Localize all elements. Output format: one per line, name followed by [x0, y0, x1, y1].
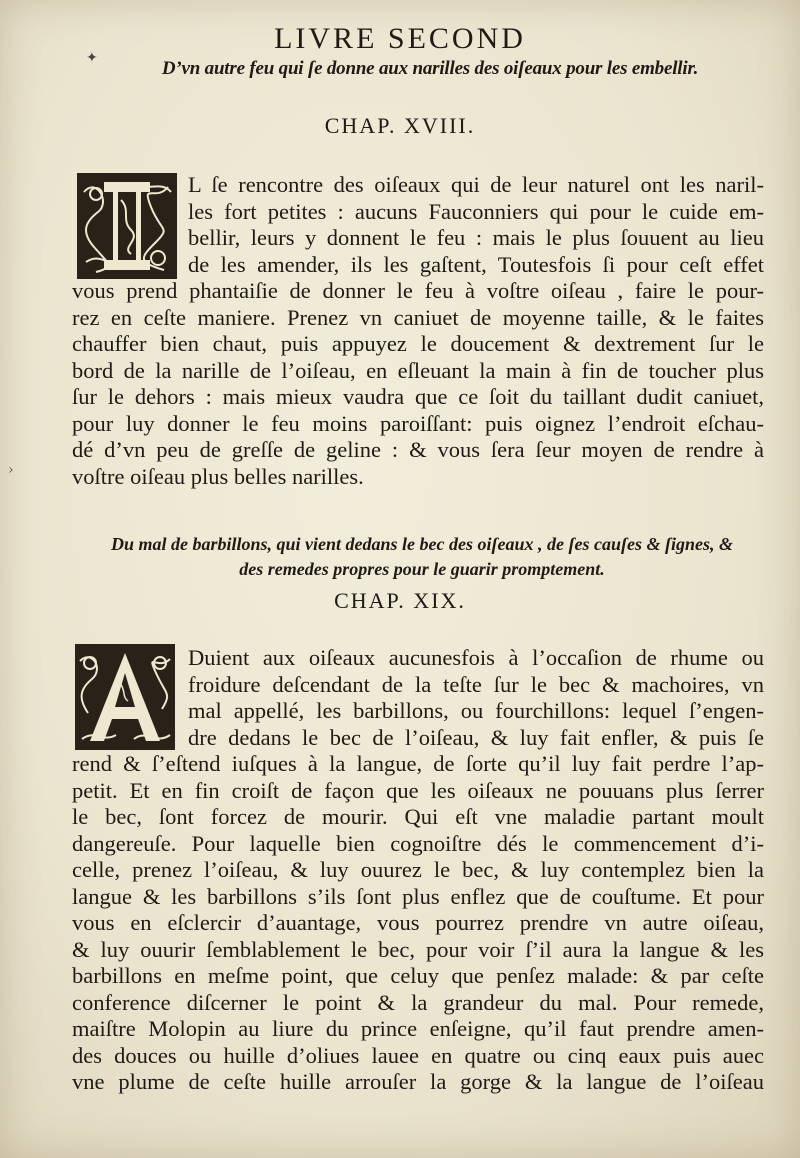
text-line: chauffer bien chaut, puis appuyez le doucement & dextrement ſur le: [72, 331, 764, 356]
text-line: pour luy donner le feu moins paroiſſant: puis oignez l’endroit eſchau-: [72, 410, 764, 436]
ink-mark-icon: ✦: [86, 50, 98, 66]
text-line: le bec, ſont forcez de mourir. Qui eſt vne maladie partant moult: [72, 804, 764, 829]
chapter-19-label: CHAP. XIX.: [334, 588, 466, 613]
chapter-18-indented-text: [188, 172, 764, 278]
chapter-19-body-text: [72, 751, 764, 1096]
chapter-18-body-text: [72, 278, 764, 490]
text-line: celle, prenez l’oiſeau, & luy ouurez le bec, & luy contemplez bien la: [72, 857, 764, 882]
chapter-18-label: CHAP. XVIII.: [324, 113, 476, 138]
text-line: vne plume de ceſte huille arrouſer la gorge & la langue de l’oiſeau: [72, 1069, 764, 1094]
chapter-19-heading-line: des remedes propres pour le guarir promptement.: [239, 559, 605, 579]
margin-mark-icon: ›: [8, 462, 14, 478]
text-line: barbillons en meſme point, que celuy que penſez malade: & par ceſte: [72, 963, 764, 988]
text-line: vous prend phantaiſie de donner le feu à voſtre oiſeau , faire le pour-: [72, 278, 764, 303]
text-line: de les amender, ils les gaſtent, Toutesfois ſi pour ceſt effet: [188, 251, 764, 277]
ornamental-initial-a-icon: [74, 643, 176, 751]
text-line: langue & les barbillons s’ils ſont plus enflez que de couſtume. Et pour: [72, 883, 764, 909]
ornamental-initial-i-icon: [76, 172, 178, 280]
running-title: LIVRE SECOND: [274, 22, 526, 55]
text-line: Duient aux oiſeaux aucunesfois à l’occaſion de rhume ou: [188, 645, 764, 670]
text-line: L ſe rencontre des oiſeaux qui de leur naturel ont les naril-: [188, 172, 764, 197]
text-line: bord de la narille de l’oiſeau, en eſleuant la main à fin de toucher plus: [72, 357, 764, 383]
text-line: dangereuſe. Pour laquelle bien cognoiſtre dés le commencement d’i-: [72, 830, 764, 856]
text-line: les fort petites : aucuns Fauconniers qui pour le cuide em-: [188, 198, 764, 224]
chapter-18-heading: D’vn autre feu qui ſe donne aux narilles des oiſeaux pour les embellir.: [161, 58, 699, 79]
text-line: dre dedans le bec de l’oiſeau, & luy fait enfler, & puis ſe: [188, 724, 764, 750]
text-line: vous en eſclercir d’auantage, vous pourrez prendre vn autre oiſeau,: [72, 910, 764, 935]
text-line: mal appellé, les barbillons, ou fourchillons: lequel ſ’engen-: [188, 698, 764, 723]
chapter-19-heading-line: Du mal de barbillons, qui vient dedans le bec des oiſeaux , de ſes cauſes & ſignes, &: [111, 534, 733, 554]
text-line: des douces ou huille d’oliues lauee en quatre ou cinq eaux puis auec: [72, 1042, 764, 1068]
text-line: conference diſcerner le point & la grandeur du mal. Pour remede,: [72, 989, 764, 1015]
chapter-19-indented-text: [188, 645, 764, 751]
chapter-19-heading: [72, 532, 772, 582]
text-line: ſur le dehors : mais mieux vaudra que ce ſoit du taillant dudit caniuet,: [72, 384, 764, 409]
text-line: & luy ouurir ſemblablement le bec, pour voir ſ’il aura la langue & les: [72, 936, 764, 962]
text-line: maiſtre Molopin au liure du prince enſeigne, qu’il faut prendre amen-: [72, 1016, 764, 1041]
text-line: bellir, leurs y donnent le feu : mais le plus ſouuent au lieu: [188, 225, 764, 250]
text-line: petit. Et en fin croiſt de façon que les oiſeaux ne pouuans plus ſerrer: [72, 777, 764, 803]
text-line: rend & ſ’eſtend iuſques à la langue, de ſorte qu’il luy fait perdre l’ap-: [72, 751, 764, 776]
text-line: froidure deſcendant de la teſte ſur le bec & machoires, vn: [188, 671, 764, 697]
text-line: rez en ceſte maniere. Prenez vn caniuet de moyenne taille, & le faites: [72, 304, 764, 330]
text-line: dé d’vn peu de greſſe de geline : & vous ſera ſeur moyen de rendre à: [72, 437, 764, 462]
text-line: voſtre oiſeau plus belles narilles.: [72, 463, 364, 489]
